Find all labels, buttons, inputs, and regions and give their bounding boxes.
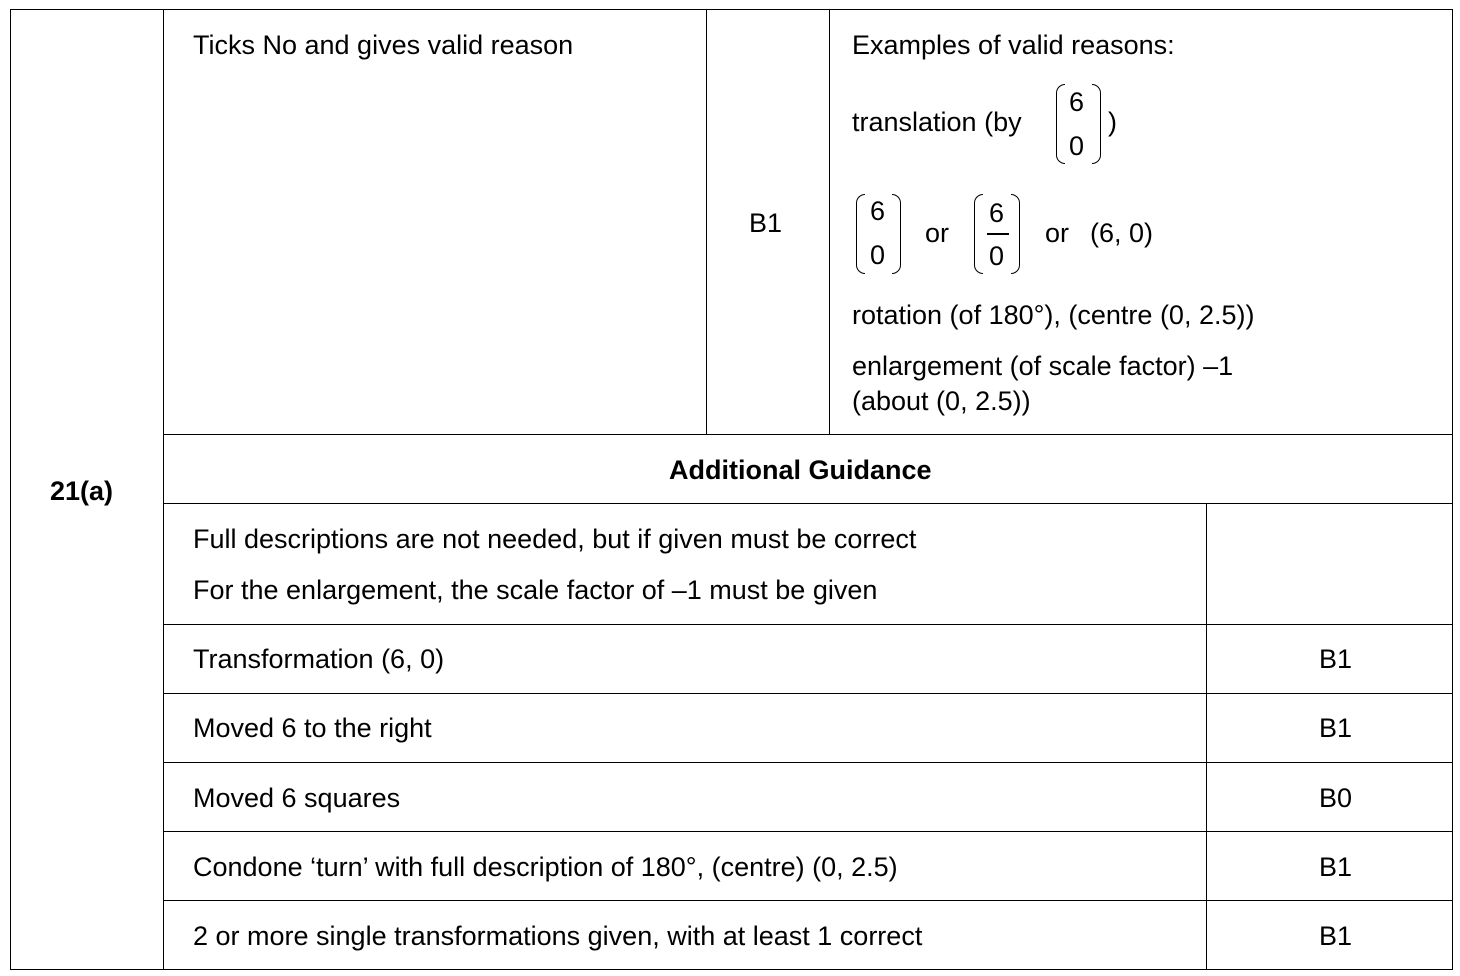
vector-top: 6 [1069,87,1085,117]
guidance-row-mark: B1 [1319,852,1353,882]
question-column-divider [163,9,164,970]
guidance-row-text: Moved 6 to the right [193,713,432,743]
coordinate-text: (6, 0) [1090,218,1154,248]
guidance-note: For the enlargement, the scale factor of –1 must be given [193,575,878,605]
row-rule [163,693,1453,694]
guidance-row-mark: B0 [1319,783,1353,813]
enlargement-text-cont: (about (0, 2.5)) [852,386,1031,416]
left-paren-icon [974,194,983,274]
left-paren-icon [856,194,865,274]
row-rule [163,434,1453,435]
enlargement-text: enlargement (of scale factor) –1 [852,351,1234,381]
guidance-heading: Additional Guidance [669,455,932,485]
fraction-denominator: 0 [989,241,1005,271]
guidance-row-text: Condone ‘turn’ with full description of 180°, (centre) (0, 2.5) [193,852,898,882]
guidance-note: Full descriptions are not needed, but if given must be correct [193,524,917,554]
answer-text: Ticks No and gives valid reason [193,30,574,60]
row-rule [163,762,1453,763]
right-paren-icon [1011,194,1020,274]
answer-mark: B1 [749,208,783,238]
guidance-row-text: Transformation (6, 0) [193,644,445,674]
vector-bottom: 0 [1069,131,1085,161]
row-rule [163,900,1453,901]
comments-heading: Examples of valid reasons: [852,30,1175,60]
table-border-left [10,9,11,970]
translation-text: translation (by [852,107,1022,137]
right-paren-icon [1092,84,1101,164]
row-rule [163,831,1453,832]
guidance-row-mark: B1 [1319,921,1353,951]
mark-column-divider-left [706,9,707,435]
or-text: or [1045,218,1070,248]
row-rule [163,503,1453,504]
guidance-mark-divider [1206,503,1207,970]
guidance-row-mark: B1 [1319,644,1353,674]
table-border-top [10,9,1453,10]
guidance-row-text: Moved 6 squares [193,783,401,813]
row-rule [163,624,1453,625]
rotation-text: rotation (of 180°), (centre (0, 2.5)) [852,300,1255,330]
fraction-numerator: 6 [989,198,1005,228]
guidance-row-mark: B1 [1319,713,1353,743]
or-text: or [925,218,950,248]
translation-close: ) [1108,107,1117,137]
question-number: 21(a) [50,476,114,506]
vector-top: 6 [870,196,886,226]
guidance-row-text: 2 or more single transformations given, with at least 1 correct [193,921,923,951]
left-paren-icon [1056,84,1065,164]
right-paren-icon [892,194,901,274]
table-border-right [1452,9,1453,970]
mark-column-divider-right [829,9,830,435]
fraction-bar [987,233,1009,235]
vector-bottom: 0 [870,240,886,270]
table-border-bottom [10,969,1453,970]
